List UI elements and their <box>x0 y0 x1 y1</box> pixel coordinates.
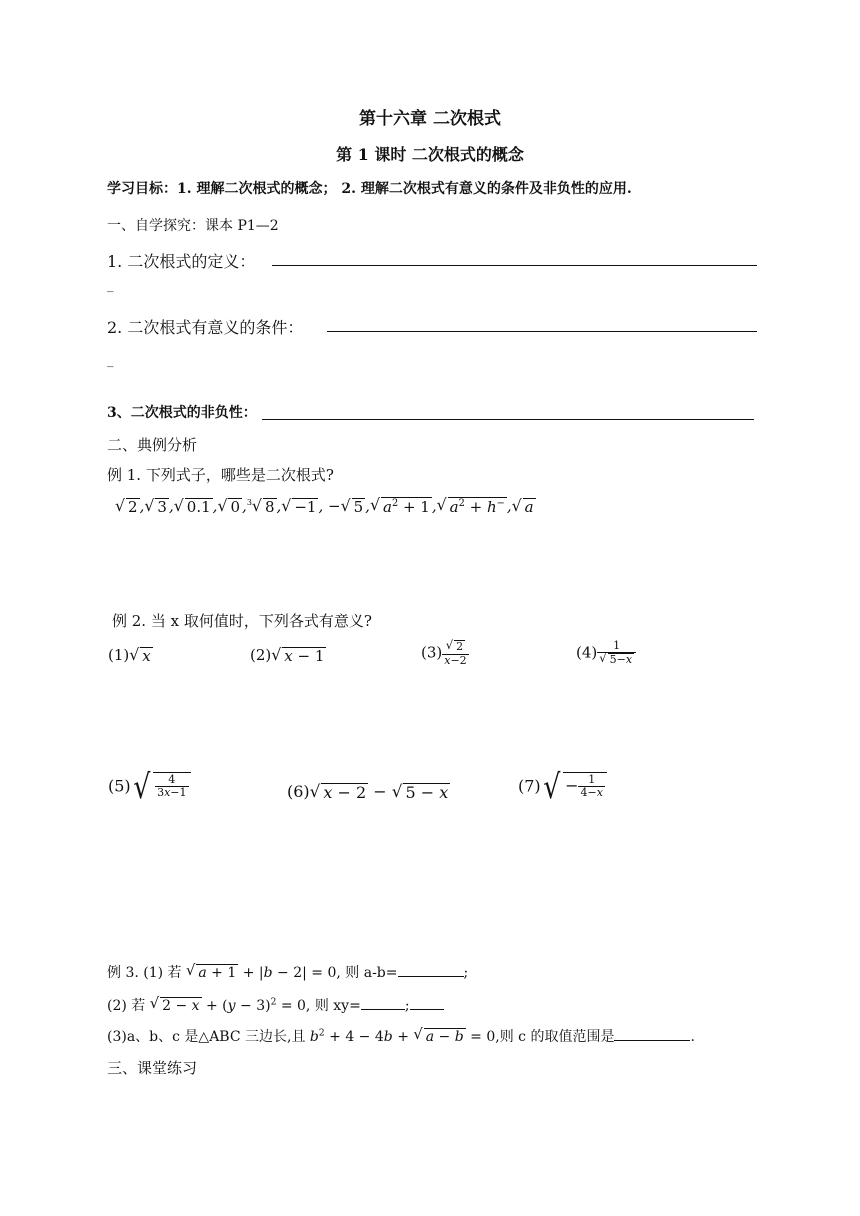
stray-underscore-2: _ <box>107 353 114 368</box>
expr-sqrt-2: √ 2 <box>115 495 138 516</box>
blank-a-minus-b[interactable] <box>398 962 464 977</box>
example2-item-4: (4) 1 √ 5−x <box>576 640 636 667</box>
question-definition: 1. 二次根式的定义： <box>107 252 256 271</box>
example3-part1: 例 3. (1) 若 √ a + 1 + |b − 2| = 0, 则 a-b= ; <box>107 962 469 982</box>
example3-part3: (3)a、b、c 是△ABC 三边长,且 $b^2 + 4 - 4b$ + √ a − b = 0,则 c 的取值范围是 . <box>107 1026 695 1046</box>
example1-expressions: √ 2 , √ 3 , √ 0.1 , √ 0 , $^3$√ 8 , √ −1 , − √ 5 , √ $a^2 + 1$ , √ $a^2 + h^-$ , √ a <box>115 495 534 517</box>
expr-sqrt-a2-plus-1: √ $a^2 + 1$ <box>369 495 430 517</box>
expr-sqrt-a: √ a <box>511 495 534 516</box>
blank-xy-trailing[interactable] <box>410 995 444 1010</box>
answer-line-nonnegativity[interactable] <box>262 419 754 420</box>
example2-item-3: (3) √ 2 x−2 <box>421 638 467 667</box>
answer-line-definition[interactable] <box>272 265 757 266</box>
question-nonnegativity: 3、二次根式的非负性： <box>107 405 257 421</box>
expr-sqrt-neg1: √ −1 <box>281 495 317 516</box>
example1-title: 例 1. 下列式子，哪些是二次根式? <box>107 466 334 484</box>
expr-sqrt-3: √ 3 <box>144 495 167 516</box>
example3-part2: (2) 若 √ 2 − x + $(y - 3)^2 = 0$, 则 xy= ; <box>107 995 444 1015</box>
expr-sqrt-0: √ 0 <box>217 495 241 516</box>
answer-line-condition[interactable] <box>327 331 757 332</box>
example2-item-7: (7) √ − $\frac{1}{4-x}$ <box>518 772 607 802</box>
section2-heading: 二、典例分析 <box>107 436 198 454</box>
lesson-title: 第 1 课时 二次根式的概念 <box>336 145 524 164</box>
expr-cuberoot-8: $^3$√ 8 <box>246 495 275 516</box>
example2-title: 例 2. 当 x 取何值时，下列各式有意义? <box>112 612 372 630</box>
stray-underscore-1: _ <box>107 278 114 293</box>
expr-sqrt-a2-plus-h: √ $a^2 + h^-$ <box>436 495 505 517</box>
section3-heading: 三、课堂练习 <box>107 1059 198 1077</box>
example2-item-6: (6) √ x − 2 − √ 5 − x <box>287 780 449 802</box>
chapter-title: 第十六章 二次根式 <box>359 109 501 129</box>
expr-neg-sqrt-5: √ 5 <box>340 495 364 516</box>
section1-heading: 一、自学探究：课本 P1—2 <box>107 218 279 234</box>
learning-objectives: 学习目标：1. 理解二次根式的概念； 2. 理解二次根式有意义的条件及非负性的应用. <box>107 181 632 197</box>
expr-sqrt-0-1: √ 0.1 <box>173 495 211 516</box>
blank-c-range[interactable] <box>614 1026 690 1041</box>
example2-item-5: (5) √ $\frac{4}{3x-1}$ <box>108 772 191 802</box>
blank-xy[interactable] <box>361 995 405 1010</box>
example2-item-1: (1) √ x <box>108 644 151 665</box>
example2-item-2: (2) √ x − 1 <box>250 644 325 665</box>
question-condition: 2. 二次根式有意义的条件： <box>107 318 304 337</box>
